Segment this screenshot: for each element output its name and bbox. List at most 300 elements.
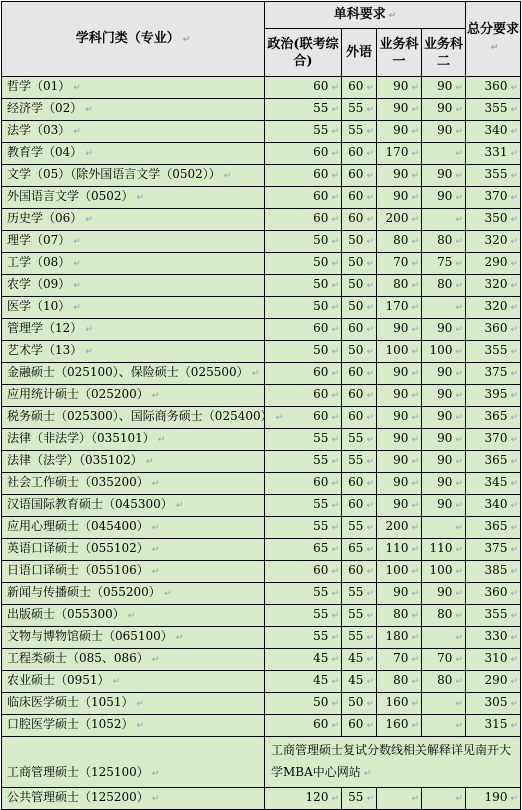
return-mark-icon: ↵ bbox=[455, 523, 463, 533]
return-mark-icon: ↵ bbox=[411, 105, 419, 115]
return-mark-icon: ↵ bbox=[411, 479, 419, 489]
table-row bbox=[2, 143, 521, 165]
foreign-cell: 65 ↵ bbox=[342, 539, 377, 561]
foreign-cell: 60 ↵ bbox=[342, 385, 377, 407]
subject-cell: 公共管理硕士（125200） ↵ bbox=[2, 788, 265, 810]
table-row bbox=[2, 187, 521, 209]
politics-cell: 55 ↵ bbox=[265, 451, 342, 473]
table-row bbox=[2, 451, 521, 473]
total-cell: 385 ↵ bbox=[466, 561, 521, 583]
total-cell: 365 ↵ bbox=[466, 517, 521, 539]
return-mark-icon: ↵ bbox=[331, 794, 339, 804]
course1-cell: 200 ↵ bbox=[377, 209, 422, 231]
return-mark-icon: ↵ bbox=[510, 171, 518, 181]
return-mark-icon: ↵ bbox=[411, 215, 419, 225]
return-mark-icon: ↵ bbox=[331, 699, 339, 709]
subject-cell: 临床医学硕士（1051） ↵ bbox=[2, 693, 265, 715]
politics-cell: 60 ↵ bbox=[265, 209, 342, 231]
subject-cell: 经济学（02） ↵ bbox=[2, 99, 265, 121]
return-mark-icon: ↵ bbox=[366, 303, 374, 313]
return-mark-icon: ↵ bbox=[411, 523, 419, 533]
foreign-cell: 55 ↵ bbox=[342, 605, 377, 627]
return-mark-icon: ↵ bbox=[331, 303, 339, 313]
return-mark-icon: ↵ bbox=[112, 677, 121, 687]
course2-cell: 90 ↵ bbox=[422, 583, 466, 605]
return-mark-icon: ↵ bbox=[411, 435, 419, 445]
subject-cell: 新闻与传播硕士（055200） ↵ bbox=[2, 583, 265, 605]
politics-cell: 120 ↵ bbox=[265, 788, 342, 810]
total-cell: 190 ↵ bbox=[466, 788, 521, 810]
return-mark-icon: ↵ bbox=[455, 391, 463, 401]
return-mark-icon: ↵ bbox=[411, 237, 419, 247]
total-cell: 355 ↵ bbox=[466, 165, 521, 187]
return-mark-icon: ↵ bbox=[85, 105, 93, 115]
return-mark-icon: ↵ bbox=[510, 369, 518, 379]
return-mark-icon: ↵ bbox=[455, 105, 463, 115]
table-row bbox=[2, 561, 521, 583]
return-mark-icon: ↵ bbox=[331, 171, 339, 181]
course1-cell: 90 ↵ bbox=[377, 319, 422, 341]
politics-cell: 60 ↵ bbox=[265, 187, 342, 209]
return-mark-icon: ↵ bbox=[163, 589, 172, 599]
table-row bbox=[2, 99, 521, 121]
table-row bbox=[2, 649, 521, 671]
politics-cell: 45 ↵ bbox=[265, 671, 342, 693]
subject-cell: 法律（非法学）（035101） ↵ bbox=[2, 429, 265, 451]
return-mark-icon: ↵ bbox=[366, 105, 374, 115]
course2-cell: 90 ↵ bbox=[422, 165, 466, 187]
return-mark-icon: ↵ bbox=[510, 215, 518, 225]
subject-cell: 社会工作硕士（035200） ↵ bbox=[2, 473, 265, 495]
politics-cell: 55 ↵ bbox=[265, 605, 342, 627]
return-mark-icon: ↵ bbox=[331, 237, 339, 247]
return-mark-icon: ↵ bbox=[366, 149, 374, 159]
course2-cell: 80 ↵ bbox=[422, 605, 466, 627]
politics-cell: 60 ↵ bbox=[265, 363, 342, 385]
return-mark-icon: ↵ bbox=[331, 83, 339, 93]
foreign-cell: 60 ↵ bbox=[342, 473, 377, 495]
politics-cell: 60 ↵ bbox=[265, 407, 342, 429]
return-mark-icon: ↵ bbox=[510, 413, 518, 423]
return-mark-icon: ↵ bbox=[366, 369, 374, 379]
return-mark-icon: ↵ bbox=[455, 413, 463, 423]
return-mark-icon: ↵ bbox=[411, 281, 419, 291]
table-row bbox=[2, 385, 521, 407]
course2-cell bbox=[422, 209, 466, 231]
course2-cell bbox=[422, 788, 466, 810]
return-mark-icon: ↵ bbox=[455, 215, 463, 225]
subject-cell: 农业硕士（0951） ↵ bbox=[2, 671, 265, 693]
return-mark-icon: ↵ bbox=[85, 149, 93, 159]
return-mark-icon: ↵ bbox=[411, 127, 419, 137]
return-mark-icon: ↵ bbox=[151, 567, 160, 577]
foreign-cell: 55 ↵ bbox=[342, 627, 377, 649]
return-mark-icon: ↵ bbox=[510, 83, 518, 93]
return-mark-icon: ↵ bbox=[455, 501, 463, 511]
return-mark-icon: ↵ bbox=[510, 567, 518, 577]
return-mark-icon: ↵ bbox=[151, 391, 160, 401]
table-row bbox=[2, 341, 521, 363]
course2-cell: 90 ↵ bbox=[422, 451, 466, 473]
subject-cell: 汉语国际教育硕士（045300） ↵ bbox=[2, 495, 265, 517]
foreign-cell: 50 ↵ bbox=[342, 341, 377, 363]
course2-cell: 80 ↵ bbox=[422, 275, 466, 297]
course2-cell: 80 ↵ bbox=[422, 671, 466, 693]
return-mark-icon: ↵ bbox=[455, 677, 463, 687]
table-row bbox=[2, 407, 521, 429]
header-course1: 业务科一 bbox=[377, 29, 422, 77]
return-mark-icon: ↵ bbox=[136, 193, 145, 203]
subject-cell: 艺术学（13） ↵ bbox=[2, 341, 265, 363]
return-mark-icon: ↵ bbox=[510, 479, 518, 489]
course1-cell: 70 ↵ bbox=[377, 253, 422, 275]
return-mark-icon: ↵ bbox=[455, 369, 463, 379]
return-mark-icon: ↵ bbox=[366, 237, 374, 247]
subject-cell: 教育学（04） ↵ bbox=[2, 143, 265, 165]
table-row bbox=[2, 121, 521, 143]
course1-cell: 170 ↵ bbox=[377, 143, 422, 165]
return-mark-icon: ↵ bbox=[175, 501, 184, 511]
header-politics: 政治(联考综合) bbox=[265, 29, 342, 77]
foreign-cell: 50 ↵ bbox=[342, 297, 377, 319]
course1-cell: 90 ↵ bbox=[377, 583, 422, 605]
return-mark-icon: ↵ bbox=[510, 545, 518, 555]
foreign-cell: 50 ↵ bbox=[342, 231, 377, 253]
return-mark-icon: ↵ bbox=[366, 501, 374, 511]
total-cell: 315 ↵ bbox=[466, 715, 521, 737]
total-cell: 340 ↵ bbox=[466, 121, 521, 143]
foreign-cell: 50 ↵ bbox=[342, 275, 377, 297]
return-mark-icon: ↵ bbox=[455, 794, 463, 804]
return-mark-icon: ↵ bbox=[455, 435, 463, 445]
table-row bbox=[2, 671, 521, 693]
course1-cell: 100 ↵ bbox=[377, 341, 422, 363]
return-mark-icon: ↵ bbox=[331, 259, 339, 269]
politics-cell: 55 ↵ bbox=[265, 121, 342, 143]
return-mark-icon: ↵ bbox=[366, 413, 374, 423]
return-mark-icon: ↵ bbox=[331, 523, 339, 533]
subject-cell: 工程类硕士（085、086） ↵ bbox=[2, 649, 265, 671]
return-mark-icon: ↵ bbox=[411, 413, 419, 423]
course2-cell bbox=[422, 693, 466, 715]
total-cell: 345 ↵ bbox=[466, 473, 521, 495]
subject-cell: 农学（09） ↵ bbox=[2, 275, 265, 297]
return-mark-icon: ↵ bbox=[510, 281, 518, 291]
header-subject: 学科门类（专业） ↵ bbox=[2, 2, 265, 77]
foreign-cell: 60 ↵ bbox=[342, 165, 377, 187]
politics-cell: 60 ↵ bbox=[265, 473, 342, 495]
course2-cell bbox=[422, 715, 466, 737]
return-mark-icon: ↵ bbox=[455, 303, 463, 313]
politics-cell: 60 ↵ bbox=[265, 319, 342, 341]
politics-cell: 55 ↵ bbox=[265, 583, 342, 605]
return-mark-icon: ↵ bbox=[455, 193, 463, 203]
subject-cell: 哲学（01） ↵ bbox=[2, 77, 265, 99]
total-cell: 375 ↵ bbox=[466, 539, 521, 561]
course1-cell: 80 ↵ bbox=[377, 275, 422, 297]
return-mark-icon: ↵ bbox=[455, 347, 463, 357]
total-cell: 350 ↵ bbox=[466, 209, 521, 231]
return-mark-icon: ↵ bbox=[411, 633, 419, 643]
return-mark-icon: ↵ bbox=[331, 501, 339, 511]
total-cell: 320 ↵ bbox=[466, 297, 521, 319]
course1-cell: 90 ↵ bbox=[377, 495, 422, 517]
return-mark-icon: ↵ bbox=[73, 303, 81, 313]
return-mark-icon: ↵ bbox=[73, 281, 81, 291]
subject-cell: 法律（法学）（035102） ↵ bbox=[2, 451, 265, 473]
foreign-cell: 60 ↵ bbox=[342, 187, 377, 209]
politics-cell: 65 ↵ bbox=[265, 539, 342, 561]
return-mark-icon: ↵ bbox=[455, 259, 463, 269]
return-mark-icon: ↵ bbox=[331, 479, 339, 489]
return-mark-icon: ↵ bbox=[366, 479, 374, 489]
course1-cell: 80 ↵ bbox=[377, 231, 422, 253]
return-mark-icon: ↵ bbox=[411, 721, 419, 731]
return-mark-icon: ↵ bbox=[366, 435, 374, 445]
return-mark-icon: ↵ bbox=[510, 193, 518, 203]
return-mark-icon: ↵ bbox=[411, 589, 419, 599]
subject-cell: 金融硕士（025100）、保险硕士（025500） ↵ bbox=[2, 363, 265, 385]
return-mark-icon: ↵ bbox=[510, 655, 518, 665]
return-mark-icon: ↵ bbox=[331, 435, 339, 445]
return-mark-icon: ↵ bbox=[223, 171, 232, 181]
return-mark-icon: ↵ bbox=[510, 325, 518, 335]
course1-cell: 170 ↵ bbox=[377, 297, 422, 319]
return-mark-icon: ↵ bbox=[73, 127, 81, 137]
return-mark-icon: ↵ bbox=[455, 149, 463, 159]
return-mark-icon: ↵ bbox=[363, 769, 372, 779]
return-mark-icon: ↵ bbox=[366, 794, 374, 804]
return-mark-icon: ↵ bbox=[455, 457, 463, 467]
return-mark-icon: ↵ bbox=[455, 589, 463, 599]
return-mark-icon: ↵ bbox=[151, 769, 160, 779]
table-body bbox=[2, 77, 521, 810]
course2-cell: 90 ↵ bbox=[422, 407, 466, 429]
return-mark-icon: ↵ bbox=[275, 413, 284, 423]
return-mark-icon: ↵ bbox=[331, 567, 339, 577]
course2-cell: 90 ↵ bbox=[422, 77, 466, 99]
return-mark-icon: ↵ bbox=[510, 501, 518, 511]
politics-cell: 60 ↵ bbox=[265, 143, 342, 165]
foreign-cell: 60 ↵ bbox=[342, 77, 377, 99]
return-mark-icon: ↵ bbox=[151, 794, 160, 804]
table-row bbox=[2, 275, 521, 297]
course1-cell: 160 ↵ bbox=[377, 715, 422, 737]
total-cell: 305 ↵ bbox=[466, 693, 521, 715]
return-mark-icon: ↵ bbox=[151, 655, 160, 665]
return-mark-icon: ↵ bbox=[411, 391, 419, 401]
foreign-cell: 55 ↵ bbox=[342, 788, 377, 810]
return-mark-icon: ↵ bbox=[411, 369, 419, 379]
course1-cell: 160 ↵ bbox=[377, 693, 422, 715]
politics-cell: 55 ↵ bbox=[265, 627, 342, 649]
foreign-cell: 55 ↵ bbox=[342, 429, 377, 451]
course1-cell: 90 ↵ bbox=[377, 187, 422, 209]
course2-cell: 90 ↵ bbox=[422, 495, 466, 517]
table-header bbox=[2, 2, 521, 77]
return-mark-icon: ↵ bbox=[331, 545, 339, 555]
return-mark-icon: ↵ bbox=[510, 589, 518, 599]
return-mark-icon: ↵ bbox=[157, 435, 166, 445]
course1-cell: 80 ↵ bbox=[377, 671, 422, 693]
table-row bbox=[2, 715, 521, 737]
foreign-cell: 60 ↵ bbox=[342, 495, 377, 517]
return-mark-icon: ↵ bbox=[411, 611, 419, 621]
return-mark-icon: ↵ bbox=[366, 633, 374, 643]
header-total: 总分要求↵ bbox=[466, 2, 521, 77]
subject-cell: 文学（05）（除外国语言文学（0502）） ↵ bbox=[2, 165, 265, 187]
politics-cell: 55 ↵ bbox=[265, 495, 342, 517]
return-mark-icon: ↵ bbox=[411, 501, 419, 511]
return-mark-icon: ↵ bbox=[127, 611, 136, 621]
course2-cell: 110 ↵ bbox=[422, 539, 466, 561]
total-cell: 395 ↵ bbox=[466, 385, 521, 407]
foreign-cell: 45 ↵ bbox=[342, 671, 377, 693]
total-cell: 360 ↵ bbox=[466, 583, 521, 605]
course2-cell bbox=[422, 143, 466, 165]
return-mark-icon: ↵ bbox=[455, 127, 463, 137]
course2-cell bbox=[422, 627, 466, 649]
return-mark-icon: ↵ bbox=[510, 259, 518, 269]
course2-cell: 100 ↵ bbox=[422, 561, 466, 583]
table-row-mba bbox=[2, 737, 521, 788]
return-mark-icon: ↵ bbox=[331, 633, 339, 643]
return-mark-icon: ↵ bbox=[455, 171, 463, 181]
return-mark-icon: ↵ bbox=[510, 794, 518, 804]
return-mark-icon: ↵ bbox=[151, 479, 160, 489]
foreign-cell: 60 ↵ bbox=[342, 715, 377, 737]
subject-cell: 历史学（06） ↵ bbox=[2, 209, 265, 231]
table-row bbox=[2, 77, 521, 99]
return-mark-icon: ↵ bbox=[331, 721, 339, 731]
course1-cell: 200 ↵ bbox=[377, 517, 422, 539]
return-mark-icon: ↵ bbox=[366, 215, 374, 225]
politics-cell: 50 ↵ bbox=[265, 231, 342, 253]
return-mark-icon: ↵ bbox=[366, 281, 374, 291]
table-row bbox=[2, 429, 521, 451]
course2-cell: 90 ↵ bbox=[422, 363, 466, 385]
return-mark-icon: ↵ bbox=[366, 567, 374, 577]
table-row bbox=[2, 363, 521, 385]
politics-cell: 60 ↵ bbox=[265, 561, 342, 583]
return-mark-icon: ↵ bbox=[85, 325, 93, 335]
foreign-cell: 55 ↵ bbox=[342, 99, 377, 121]
subject-cell: 税务硕士（025300）、国际商务硕士（025400） ↵ bbox=[2, 407, 265, 429]
return-mark-icon: ↵ bbox=[455, 479, 463, 489]
subject-cell: 外国语言文学（0502） ↵ bbox=[2, 187, 265, 209]
course1-cell: 90 ↵ bbox=[377, 363, 422, 385]
return-mark-icon: ↵ bbox=[411, 347, 419, 357]
course1-cell: 90 ↵ bbox=[377, 121, 422, 143]
total-cell: 331 ↵ bbox=[466, 143, 521, 165]
total-cell: 320 ↵ bbox=[466, 275, 521, 297]
table-row bbox=[2, 583, 521, 605]
return-mark-icon: ↵ bbox=[411, 699, 419, 709]
table-row bbox=[2, 165, 521, 187]
total-cell: 375 ↵ bbox=[466, 363, 521, 385]
table-row bbox=[2, 693, 521, 715]
header-foreign: 外语 bbox=[342, 29, 377, 77]
politics-cell: 50 ↵ bbox=[265, 693, 342, 715]
return-mark-icon: ↵ bbox=[331, 589, 339, 599]
return-mark-icon: ↵ bbox=[455, 237, 463, 247]
course2-cell: 90 ↵ bbox=[422, 385, 466, 407]
foreign-cell: 50 ↵ bbox=[342, 693, 377, 715]
total-cell: 320 ↵ bbox=[466, 231, 521, 253]
course1-cell: 90 ↵ bbox=[377, 407, 422, 429]
course1-cell: 100 ↵ bbox=[377, 561, 422, 583]
return-mark-icon: ↵ bbox=[366, 523, 374, 533]
return-mark-icon: ↵ bbox=[411, 149, 419, 159]
table-row bbox=[2, 209, 521, 231]
return-mark-icon: ↵ bbox=[366, 83, 374, 93]
foreign-cell: 55 ↵ bbox=[342, 583, 377, 605]
total-cell: 365 ↵ bbox=[466, 451, 521, 473]
subject-cell: 医学（10） ↵ bbox=[2, 297, 265, 319]
foreign-cell: 45 ↵ bbox=[342, 649, 377, 671]
return-mark-icon: ↵ bbox=[151, 545, 160, 555]
course2-cell: 90 ↵ bbox=[422, 99, 466, 121]
return-mark-icon: ↵ bbox=[366, 325, 374, 335]
total-cell: 290 ↵ bbox=[466, 671, 521, 693]
course1-cell: 90 ↵ bbox=[377, 165, 422, 187]
table-row bbox=[2, 605, 521, 627]
course2-cell: 75 ↵ bbox=[422, 253, 466, 275]
return-mark-icon: ↵ bbox=[366, 589, 374, 599]
return-mark-icon: ↵ bbox=[510, 127, 518, 137]
return-mark-icon: ↵ bbox=[366, 545, 374, 555]
return-mark-icon: ↵ bbox=[411, 193, 419, 203]
politics-cell: 55 ↵ bbox=[265, 99, 342, 121]
politics-cell: 55 ↵ bbox=[265, 429, 342, 451]
return-mark-icon: ↵ bbox=[510, 457, 518, 467]
return-mark-icon: ↵ bbox=[331, 611, 339, 621]
total-cell: 290 ↵ bbox=[466, 253, 521, 275]
return-mark-icon: ↵ bbox=[411, 325, 419, 335]
course1-cell: 90 ↵ bbox=[377, 451, 422, 473]
course1-cell: 90 ↵ bbox=[377, 77, 422, 99]
return-mark-icon: ↵ bbox=[151, 523, 160, 533]
subject-cell: 文物与博物馆硕士（065100） ↵ bbox=[2, 627, 265, 649]
politics-cell: 45 ↵ bbox=[265, 649, 342, 671]
return-mark-icon: ↵ bbox=[366, 171, 374, 181]
score-table bbox=[1, 1, 521, 810]
table-row bbox=[2, 517, 521, 539]
foreign-cell: 50 ↵ bbox=[342, 253, 377, 275]
return-mark-icon: ↵ bbox=[510, 633, 518, 643]
total-cell: 355 ↵ bbox=[466, 341, 521, 363]
politics-cell: 50 ↵ bbox=[265, 297, 342, 319]
return-mark-icon: ↵ bbox=[366, 677, 374, 687]
total-cell: 340 ↵ bbox=[466, 495, 521, 517]
return-mark-icon: ↵ bbox=[510, 347, 518, 357]
subject-cell: 英语口译硕士（055102） ↵ bbox=[2, 539, 265, 561]
course1-cell: 80 ↵ bbox=[377, 605, 422, 627]
return-mark-icon: ↵ bbox=[331, 369, 339, 379]
foreign-cell: 60 ↵ bbox=[342, 363, 377, 385]
return-mark-icon: ↵ bbox=[510, 611, 518, 621]
return-mark-icon: ↵ bbox=[455, 699, 463, 709]
return-mark-icon: ↵ bbox=[411, 545, 419, 555]
foreign-cell: 60 ↵ bbox=[342, 209, 377, 231]
return-mark-icon: ↵ bbox=[366, 193, 374, 203]
return-mark-icon: ↵ bbox=[366, 721, 374, 731]
course1-cell bbox=[377, 788, 422, 810]
return-mark-icon: ↵ bbox=[331, 655, 339, 665]
table-row bbox=[2, 495, 521, 517]
return-mark-icon: ↵ bbox=[366, 259, 374, 269]
return-mark-icon: ↵ bbox=[175, 633, 184, 643]
